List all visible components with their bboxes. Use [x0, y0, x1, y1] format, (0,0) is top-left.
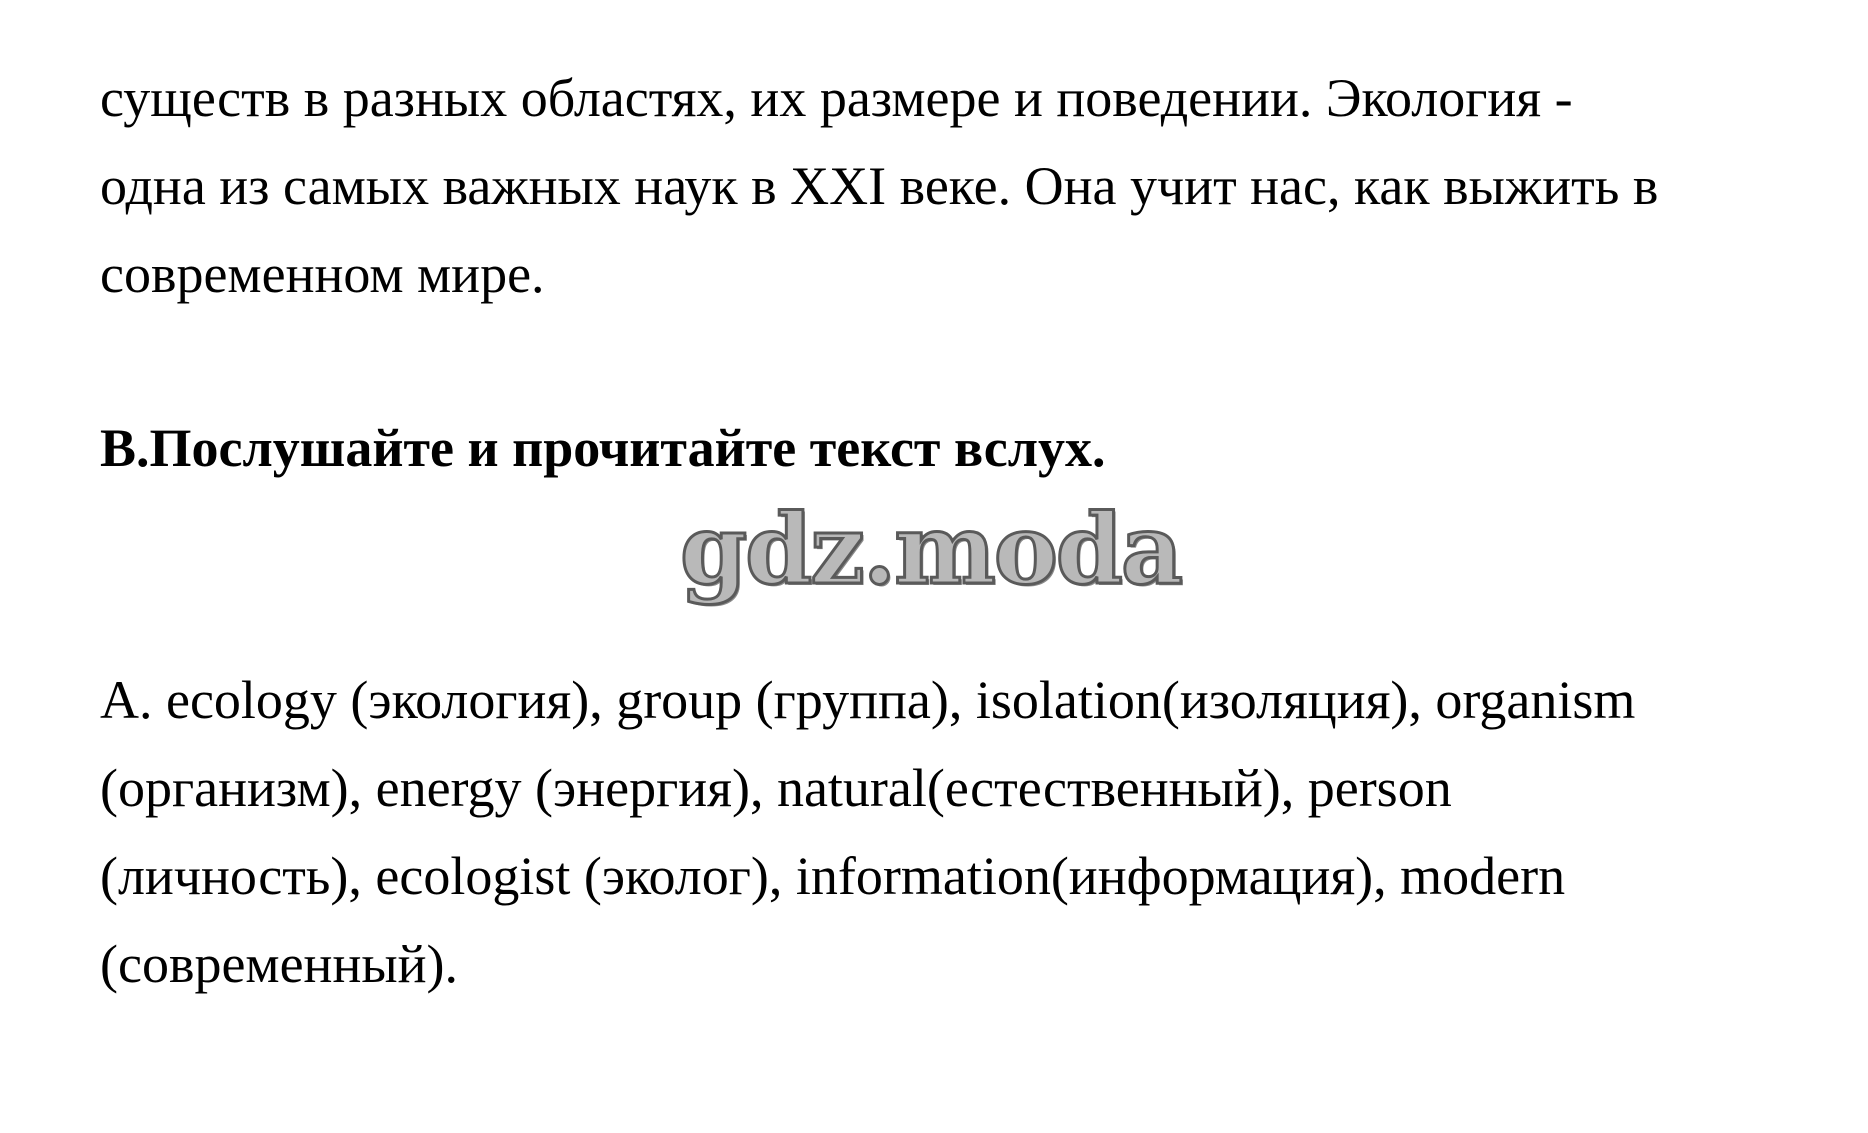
section-heading: B.Послушайте и прочитайте текст вслух.	[100, 418, 1106, 478]
vocabulary-line: A. ecology (экология), group (группа), isolation(изоляция), organism	[100, 670, 1636, 730]
vocabulary-line: (личность), ecologist (эколог), information(информация), modern	[100, 846, 1566, 906]
vocabulary-line: (современный).	[100, 934, 459, 994]
watermark-logo: gdz.moda	[680, 493, 1182, 606]
paragraph-line: современном мире.	[100, 244, 545, 304]
paragraph-line: одна из самых важных наук в XXI веке. Она учит нас, как выжить в	[100, 156, 1659, 216]
vocabulary-line: (организм), energy (энергия), natural(естественный), person	[100, 758, 1452, 818]
paragraph-line: существ в разных областях, их размере и поведении. Экология -	[100, 68, 1573, 128]
